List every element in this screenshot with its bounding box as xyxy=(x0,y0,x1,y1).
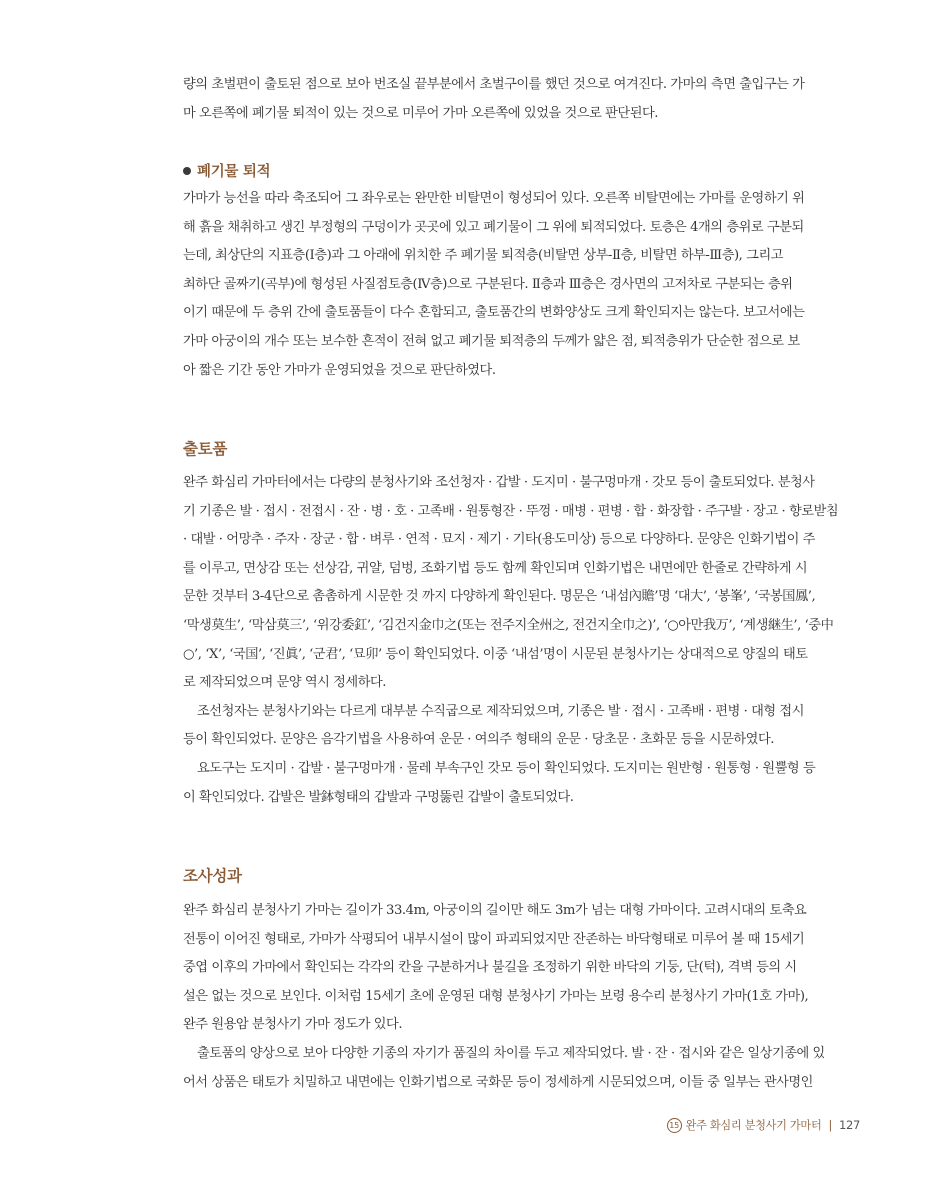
text-line: 전통이 이어진 형태로, 가마가 삭평되어 내부시설이 많이 파괴되었지만 잔존하는 바닥형태로 미루어 볼 때 15세기 xyxy=(183,931,805,947)
chapter-title: 완주 화심리 분청사기 가마터 xyxy=(685,1119,822,1132)
page-footer xyxy=(667,1117,860,1133)
results-paragraph xyxy=(183,897,860,1097)
text-line: 조선청자는 분청사기와는 다르게 대부분 수직굽으로 제작되었으며, 기종은 발 · 접시 · 고족배 · 편병 · 대형 접시 xyxy=(197,703,805,719)
chapter-number-badge: 15 xyxy=(667,1118,682,1133)
text-line: 어서 상품은 태토가 치밀하고 내면에는 인화기법으로 국화문 등이 정세하게 시문되었으며, 이들 중 일부는 관사명인 xyxy=(183,1074,813,1090)
text-line: 중엽 이후의 가마에서 확인되는 각각의 칸을 구분하거나 불길을 조정하기 위한 바닥의 기둥, 단(턱), 격벽 등의 시 xyxy=(183,960,797,976)
text-line: 가마가 능선을 따라 축조되어 그 좌우로는 완만한 비탈면이 형성되어 있다. 오른쪽 비탈면에는 가마를 운영하기 위 xyxy=(183,191,805,206)
waste-subheading xyxy=(183,160,270,181)
text-line: 기 기종은 발 · 접시 · 전접시 · 잔 · 병 · 호 · 고족배 · 원통형잔 · 뚜껑 · 매병 · 편병 · 합 · 화장합 · 주구발 · 장고 · 향로받침 xyxy=(183,503,839,519)
text-line: 이기 때문에 두 층위 간에 출토품들이 다수 혼합되고, 출토품간의 변화양상도 크게 확인되지는 않는다. 보고서에는 xyxy=(183,305,805,321)
bullet-icon xyxy=(183,167,191,175)
artifacts-heading: 출토품 xyxy=(183,440,228,458)
text-line: ‘막생莫生’, ‘막삼莫三’, ‘위강委釭’, ‘김건지金巾之(또는 전주지全州之, 전건지全巾之)’, ‘○아만我万’, ‘계생継生’, ‘중中 xyxy=(183,617,834,633)
text-line: 량의 초벌편이 출토된 점으로 보아 번조실 끝부분에서 초벌구이를 했던 것으로 여겨진다. 가마의 측면 출입구는 가 xyxy=(183,77,805,92)
text-line: 해 흙을 채취하고 생긴 부정형의 구덩이가 곳곳에 있고 폐기물이 그 위에 퇴적되었다. 토층은 4개의 층위로 구분되 xyxy=(183,219,804,235)
text-line: 이 확인되었다. 갑발은 발鉢형태의 갑발과 구멍뚫린 갑발이 출토되었다. xyxy=(183,789,574,805)
text-line: 출토품의 양상으로 보아 다양한 기종의 자기가 품질의 차이를 두고 제작되었다. 발 · 잔 · 접시와 같은 일상기종에 있 xyxy=(197,1045,825,1061)
text-line: 설은 없는 것으로 보인다. 이처럼 15세기 초에 운영된 대형 분청사기 가마는 보령 용수리 분청사기 가마(1호 가마), xyxy=(183,988,809,1004)
text-line: 마 오른쪽에 폐기물 퇴적이 있는 것으로 미루어 가마 오른쪽에 있었을 것으로 판단된다. xyxy=(183,105,659,121)
text-line: 는데, 최상단의 지표층(Ⅰ층)과 그 아래에 위치한 주 폐기물 퇴적층(비탈면 상부-Ⅱ층, 비탈면 하부-Ⅲ층), 그리고 xyxy=(183,248,784,264)
footer-separator: | xyxy=(828,1118,832,1132)
text-line: 완주 화심리 분청사기 가마는 길이가 33.4m, 아궁이의 길이만 해도 3m가 넘는 대형 가마이다. 고려시대의 토축요 xyxy=(183,903,807,918)
text-line: 등이 확인되었다. 문양은 음각기법을 사용하여 운문 · 여의주 형태의 운문 · 당초문 · 초화문 등을 시문하였다. xyxy=(183,732,774,748)
text-line: 요도구는 도지미 · 갑발 · 불구멍마개 · 물레 부속구인 갓모 등이 확인되었다. 도지미는 원반형 · 원통형 · 원뿔형 등 xyxy=(197,760,816,776)
text-line: 로 제작되었으며 문양 역시 정세하다. xyxy=(183,675,387,691)
text-line: 최하단 골짜기(곡부)에 형성된 사질점토층(Ⅳ층)으로 구분된다. Ⅱ층과 Ⅲ층은 경사면의 고저차로 구분되는 층위 xyxy=(183,276,793,292)
text-line: · 대발 · 어망추 · 주자 · 장군 · 합 · 벼루 · 연적 · 묘지 · 제기 · 기타(용도미상) 등으로 다양하다. 문양은 인화기법이 주 xyxy=(183,532,815,548)
text-line: 완주 화심리 가마터에서는 다량의 분청사기와 조선청자 · 갑발 · 도지미 · 불구멍마개 · 갓모 등이 출토되었다. 분청사 xyxy=(183,475,815,490)
page-number: 127 xyxy=(838,1118,860,1132)
text-line: 문한 것부터 3-4단으로 촘촘하게 시문한 것 까지 다양하게 확인된다. 명문은 ‘내섬內贍’명 ‘대大’, ‘봉峯’, ‘국봉国鳳’, xyxy=(183,589,816,605)
text-line: 아 짧은 기간 동안 가마가 운영되었을 것으로 판단하였다. xyxy=(183,362,496,378)
text-line: 완주 원용암 분청사기 가마 정도가 있다. xyxy=(183,1017,403,1033)
artifacts-paragraph xyxy=(183,469,860,812)
waste-subheading-text: 폐기물 퇴적 xyxy=(197,164,271,180)
text-line: 가마 아궁이의 개수 또는 보수한 흔적이 전혀 없고 폐기물 퇴적층의 두께가 얇은 점, 퇴적층위가 단순한 점으로 보 xyxy=(183,333,800,349)
intro-paragraph xyxy=(183,71,860,128)
text-line: ○’, ‘X’, ‘국国’, ‘진眞’, ‘군君’, ‘묘卯’ 등이 확인되었다. 이중 ‘내섬’명이 시문된 분청사기는 상대적으로 양질의 태토 xyxy=(183,646,808,662)
text-line: 를 이루고, 면상감 또는 선상감, 귀얄, 덤벙, 조화기법 등도 함께 확인되며 인화기법은 내면에만 한줄로 간략하게 시 xyxy=(183,560,808,576)
waste-paragraph xyxy=(183,185,860,385)
results-heading: 조사성과 xyxy=(183,867,242,885)
